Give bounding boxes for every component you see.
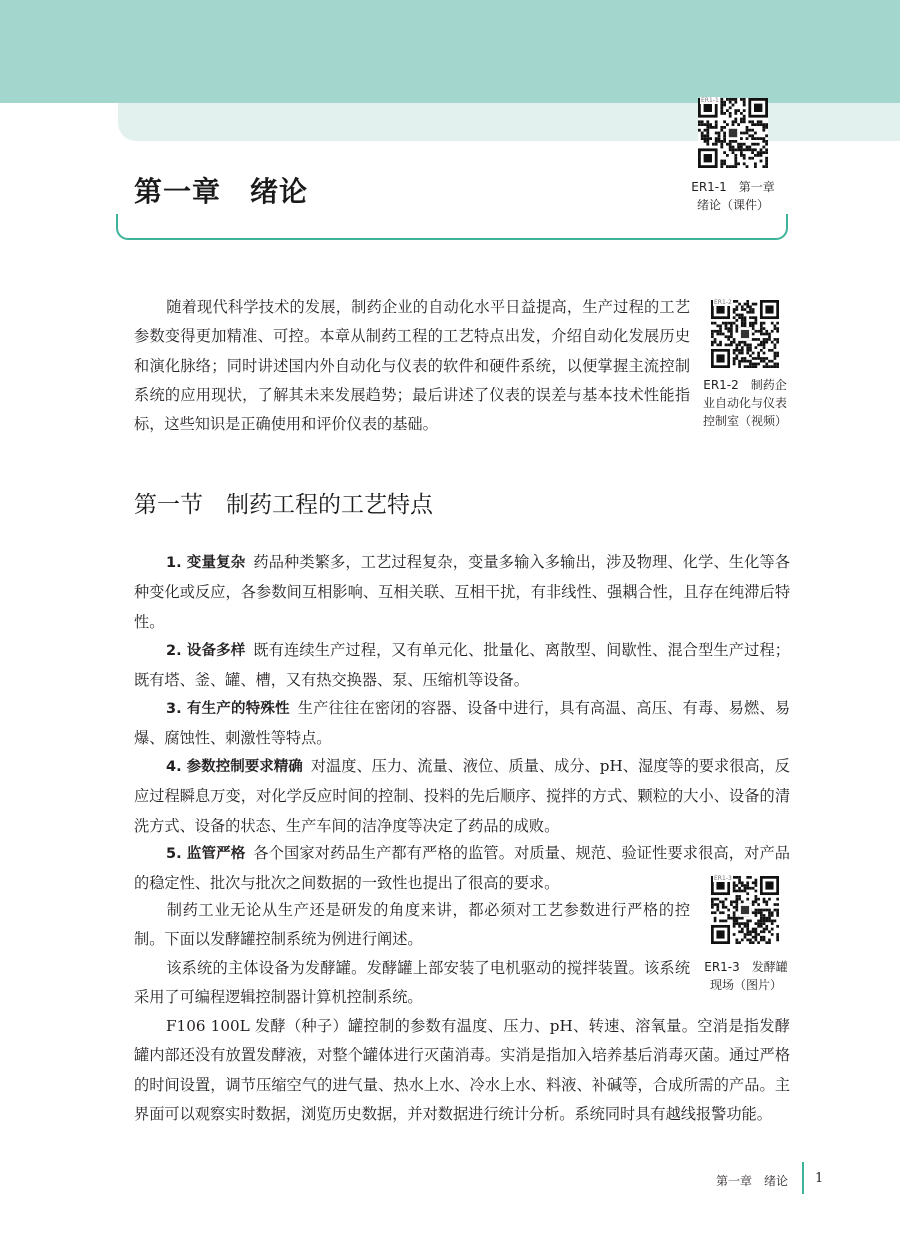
page-number: 1 (815, 1171, 824, 1186)
section-title: 第一节 制药工程的工艺特点 (134, 492, 433, 518)
qr-code-icon[interactable] (711, 300, 779, 368)
header-band-inner (118, 103, 900, 141)
list-item: 1. 变量复杂 药品种类繁多，工艺过程复杂，变量多输入多输出，涉及物理、化学、生化等各种变化或反应，各参数间互相影响、互相关联、互相干扰，有非线性、强耦合性，且存在纯滞后特性。 (134, 553, 790, 631)
list-item: 3. 有生产的特殊性 生产往往在密闭的容器、设备中进行，具有高温、高压、有毒、易燃、易爆、腐蚀性、刺激性等特点。 (134, 699, 791, 748)
body-paragraph: 制药工业无论从生产还是研发的角度来讲，都必须对工艺参数进行严格的控制。下面以发酵罐控制系统为例进行阐述。 (134, 901, 690, 949)
qr-code-graphic (711, 876, 779, 944)
footer-divider (802, 1162, 804, 1194)
list-item: 4. 参数控制要求精确 对温度、压力、流量、液位、质量、成分、pH、湿度等的要求很高，反应过程瞬息万变，对化学反应时间的控制、投料的先后顺序、搅拌的方式、颗粒的大小、设备的清洗方式、设备的状态、生产车间的洁净度等决定了药品的成败。 (134, 757, 790, 835)
body-paragraph: F106 100L 发酵（种子）罐控制的参数有温度、压力、pH、转速、溶氧量。空消是指发酵罐内部还没有放置发酵液，对整个罐体进行灭菌消毒。实消是指加入培养基后消毒灭菌。通过严格的时间设置，调节压缩空气的进气量、热水上水、冷水上水、料液、补碱等，合成所需的产品。主界面可以观察实时数据，浏览历史数据，并对数据进行统计分析。系统同时具有越线报警功能。 (134, 1017, 790, 1123)
qr-tag: ER1-1 (701, 97, 719, 104)
qr-code-graphic (698, 98, 768, 168)
footer-chapter: 第一章 绪论 (716, 1174, 789, 1188)
qr-code-icon[interactable] (711, 876, 779, 944)
qr-caption: ER1-3 发酵罐 现场（图片） (704, 960, 788, 992)
body-paragraph: 该系统的主体设备为发酵罐。发酵罐上部安装了电机驱动的搅拌装置。该系统采用了可编程逻辑控制器计算机控制系统。 (134, 959, 690, 1007)
list-item: 5. 监管严格 各个国家对药品生产都有严格的监管。对质量、规范、验证性要求很高，对产品的稳定性、批次与批次之间数据的一致性也提出了很高的要求。 (134, 844, 790, 893)
intro-paragraph: 随着现代科学技术的发展，制药企业的自动化水平日益提高，生产过程的工艺参数变得更加精准、可控。本章从制药工程的工艺特点出发，介绍自动化发展历史和演化脉络；同时讲述国内外自动化与仪表的软件和硬件系统，以便掌握主流控制系统的应用现状，了解其未来发展趋势；最后讲述了仪表的误差与基本技术性能指标，这些知识是正确使用和评价仪表的基础。 (134, 298, 690, 434)
qr-caption: ER1-1 第一章 绪论（课件） (691, 180, 775, 212)
header-band (0, 0, 900, 103)
chapter-frame (116, 214, 788, 240)
qr-tag: ER1-3 (714, 875, 732, 882)
qr-caption: ER1-2 制药企 业自动化与仪表 控制室（视频） (702, 378, 787, 428)
list-item: 2. 设备多样 既有连续生产过程，又有单元化、批量化、离散型、间歇性、混合型生产过程；既有塔、釜、罐、槽，又有热交换器、泵、压缩机等设备。 (134, 641, 790, 690)
qr-code-graphic (711, 300, 779, 368)
qr-tag: ER1-2 (714, 299, 732, 306)
chapter-title: 第一章 绪论 (134, 175, 309, 208)
qr-code-icon[interactable] (698, 98, 768, 168)
